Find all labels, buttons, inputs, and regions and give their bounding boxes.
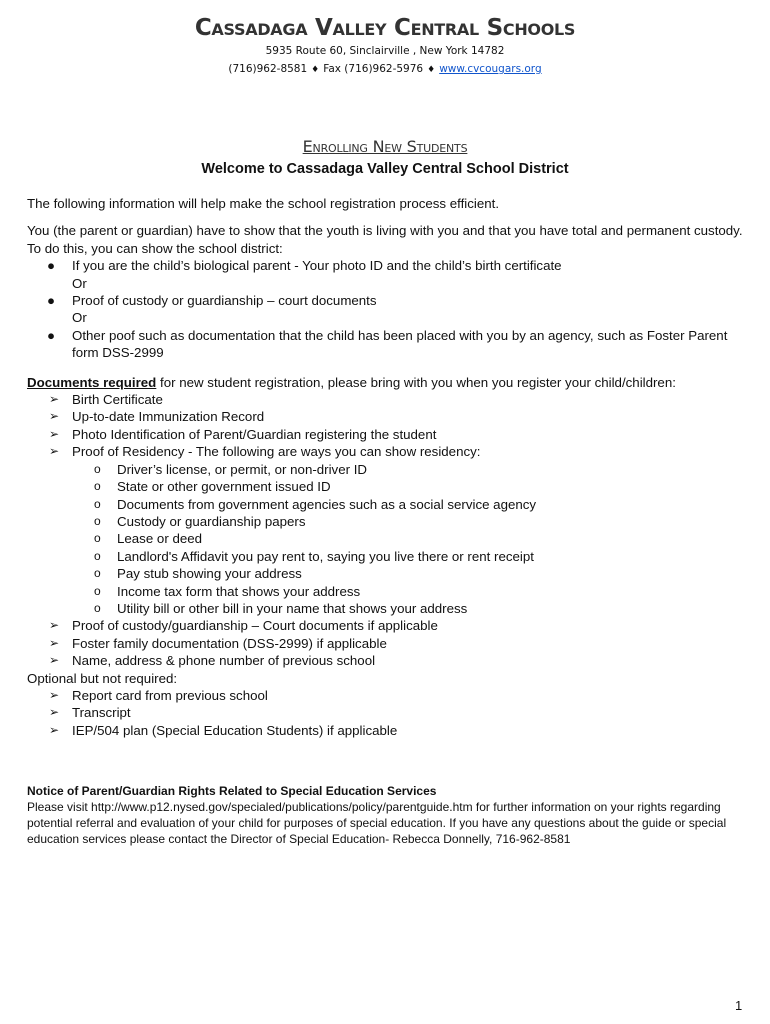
list-item: ➢ Up-to-date Immunization Record bbox=[49, 409, 265, 425]
list-item: ➢ Transcript bbox=[49, 705, 131, 721]
circle-bullet-icon: o bbox=[94, 583, 101, 598]
arrow-bullet-icon: ➢ bbox=[49, 392, 60, 407]
list-item: o Pay stub showing your address bbox=[94, 566, 302, 582]
notice-title: Notice of Parent/Guardian Rights Related to Special Education Services bbox=[27, 784, 437, 798]
arrow-bullet-icon: ➢ bbox=[49, 444, 60, 459]
notice-text: Please visit http://www.p12.nysed.gov/specialed/publications/policy/parentguide.htm for further information on your rights regarding potential referral and evaluation of your child for purposes of special education. If you have any questions about the guide or special education services please contact the Director of Special Education- Rebecca Donnelly, 716-962-8581 bbox=[27, 800, 727, 846]
section-title bbox=[0, 136, 770, 180]
contact-line bbox=[0, 60, 770, 79]
arrow-bullet-icon: ➢ bbox=[49, 687, 60, 702]
phone-number: (716)962-8581 bbox=[228, 63, 308, 75]
custody-options-list bbox=[27, 257, 747, 361]
arrow-bullet-icon: ➢ bbox=[49, 705, 60, 720]
optional-documents-list bbox=[27, 687, 747, 739]
list-item: o Driver’s license, or permit, or non-driver ID bbox=[94, 461, 368, 477]
list-item: ● Proof of custody or guardianship – court documents bbox=[47, 293, 377, 309]
list-item: ➢ IEP/504 plan (Special Education Students) if applicable bbox=[49, 722, 398, 738]
circle-bullet-icon: o bbox=[94, 531, 101, 546]
list-item: o Landlord's Affidavit you pay rent to, saying you live there or rent receipt bbox=[94, 548, 534, 564]
special-education-notice bbox=[27, 783, 747, 847]
circle-bullet-icon: o bbox=[94, 566, 101, 581]
residency-proof-list bbox=[27, 461, 747, 618]
list-item: o Income tax form that shows your address bbox=[94, 583, 361, 599]
arrow-bullet-icon: ➢ bbox=[49, 722, 60, 737]
intro-paragraph: The following information will help make the school registration process efficient. bbox=[27, 196, 500, 211]
documents-heading: Documents required for new student registration, please bring with you when you register your child/children: bbox=[27, 374, 676, 390]
circle-bullet-icon: o bbox=[94, 513, 101, 528]
arrow-bullet-icon: ➢ bbox=[49, 409, 60, 424]
circle-bullet-icon: o bbox=[94, 600, 101, 615]
circle-bullet-icon: o bbox=[94, 548, 101, 563]
arrow-bullet-icon: ➢ bbox=[49, 653, 60, 668]
list-item: o Lease or deed bbox=[94, 531, 203, 547]
document-body bbox=[27, 195, 747, 739]
list-item: ● Other poof such as documentation that the child has been placed with you by an agency, such as Foster Parent form DSS-2999 bbox=[47, 327, 728, 361]
circle-bullet-icon: o bbox=[94, 496, 101, 511]
fax-number: Fax (716)962-5976 bbox=[323, 63, 424, 75]
list-item: ➢ Report card from previous school bbox=[49, 687, 268, 703]
list-item: o Custody or guardianship papers bbox=[94, 513, 306, 529]
arrow-bullet-icon: ➢ bbox=[49, 426, 60, 441]
optional-heading: Optional but not required: bbox=[27, 670, 178, 686]
list-item: ➢ Proof of custody/guardianship – Court documents if applicable bbox=[49, 618, 438, 634]
circle-bullet-icon: o bbox=[94, 479, 101, 494]
list-item: o Documents from government agencies such as a social service agency bbox=[94, 496, 537, 512]
documents-list bbox=[27, 391, 747, 461]
list-item: ➢ Proof of Residency - The following are ways you can show residency: bbox=[49, 444, 481, 460]
list-item: ➢ Birth Certificate bbox=[49, 392, 163, 408]
arrow-bullet-icon: ➢ bbox=[49, 618, 60, 633]
letterhead bbox=[0, 14, 770, 79]
page-title: Enrolling New Students bbox=[302, 137, 468, 156]
diamond-separator-icon: ♦ bbox=[427, 65, 436, 75]
list-item: ➢ Photo Identification of Parent/Guardian registering the student bbox=[49, 426, 437, 442]
additional-documents-list bbox=[27, 617, 747, 669]
welcome-subtitle: Welcome to Cassadaga Valley Central School District bbox=[201, 161, 569, 177]
or-separator: Or bbox=[72, 310, 87, 326]
circle-bullet-icon: o bbox=[94, 461, 101, 476]
bullet-icon: ● bbox=[47, 293, 56, 309]
page-number: 1 bbox=[735, 998, 743, 1013]
bullet-icon: ● bbox=[47, 327, 56, 343]
diamond-separator-icon: ♦ bbox=[311, 65, 320, 75]
website-link[interactable]: www.cvcougars.org bbox=[439, 63, 542, 75]
list-item: o Utility bill or other bill in your name that shows your address bbox=[94, 600, 468, 616]
list-item: ➢ Foster family documentation (DSS-2999) if applicable bbox=[49, 635, 387, 651]
custody-paragraph: You (the parent or guardian) have to show that the youth is living with you and that you have total and permanent custody. To do this, you can show the school district: bbox=[27, 223, 743, 256]
bullet-icon: ● bbox=[47, 258, 56, 274]
school-address: 5935 Route 60, Sinclairville , New York 14782 bbox=[265, 45, 505, 57]
school-name: Cassadaga Valley Central Schools bbox=[194, 15, 576, 41]
list-item: o State or other government issued ID bbox=[94, 479, 331, 495]
list-item: ● If you are the child’s biological parent - Your photo ID and the child’s birth certificate bbox=[47, 258, 562, 274]
arrow-bullet-icon: ➢ bbox=[49, 635, 60, 650]
list-item: ➢ Name, address & phone number of previous school bbox=[49, 653, 376, 669]
or-separator: Or bbox=[72, 275, 87, 291]
documents-required-label: Documents required bbox=[27, 374, 157, 390]
